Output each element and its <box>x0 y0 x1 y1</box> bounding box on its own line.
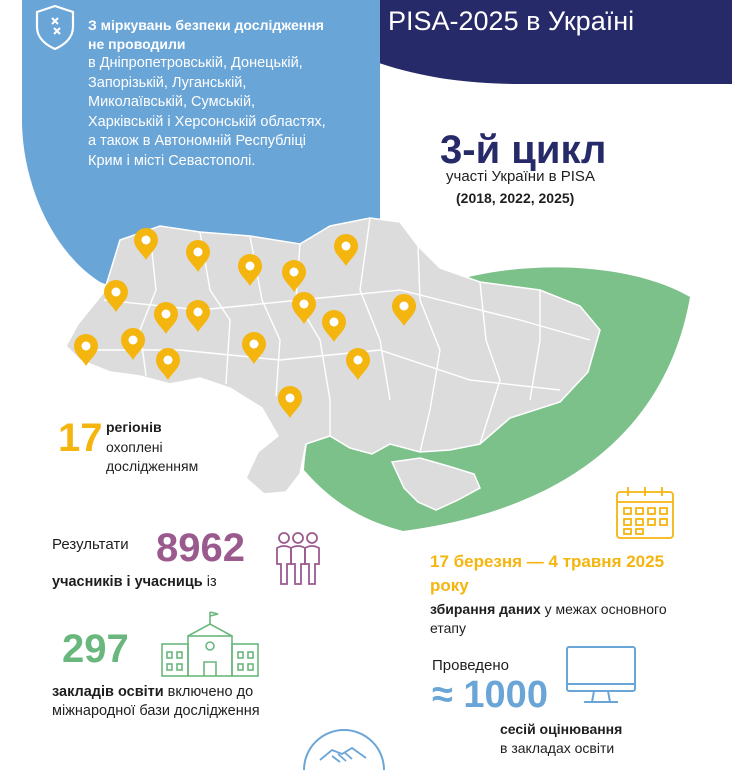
collection-bold: збирання даних <box>430 601 541 617</box>
map-pin-icon <box>186 300 210 332</box>
schools-bold: закладів освіти <box>52 684 164 700</box>
map-pin-icon <box>278 386 302 418</box>
map-pin-icon <box>392 294 416 326</box>
map-pin-icon <box>346 348 370 380</box>
schools-count: 297 <box>62 627 129 671</box>
collection-rest: у межах основного етапу <box>430 601 667 636</box>
participants-text <box>52 574 217 590</box>
sessions-bold: сесій оцінювання <box>500 721 623 737</box>
collection-text <box>430 600 680 638</box>
map-pin-icon <box>292 292 316 324</box>
map-pin-icon <box>334 234 358 266</box>
map-pin-icon <box>242 332 266 364</box>
page-title: PISA-2025 в Україні <box>388 6 635 36</box>
map-pin-icon <box>238 254 262 286</box>
school-building-icon <box>158 608 262 678</box>
map-pin-icon <box>74 334 98 366</box>
map-pin-icon <box>134 228 158 260</box>
map-pin-icon <box>186 240 210 272</box>
schools-rest: включено до міжнародної бази дослідження <box>52 684 260 719</box>
participants-count: 8962 <box>156 526 245 570</box>
people-icon <box>270 530 326 586</box>
cycle-subtitle: участі України в PISA <box>446 168 595 185</box>
collection-dates: 17 березня — 4 травня 2025 року <box>430 552 665 595</box>
participants-rest: із <box>202 574 217 590</box>
participants-bold: учасників і учасниць <box>52 574 203 590</box>
regions-text: охоплені дослідженням <box>106 439 199 474</box>
sessions-text <box>500 720 622 758</box>
sessions-count: ≈ 1000 <box>432 674 548 716</box>
map-pin-icon <box>154 302 178 334</box>
handshake-icon <box>302 716 386 770</box>
sessions-label: Проведено <box>432 657 509 674</box>
map-pin-icon <box>104 280 128 312</box>
sessions-rest: в закладах освіти <box>500 740 615 756</box>
map-pin-icon <box>322 310 346 342</box>
security-notice-body: в Дніпропетровській, Донецькій, Запорізькій, Луганській, Миколаївській, Сумській, Харківській і Херсонській областях, а також в Автономній Республіці Крим і місті Севастополі. <box>88 55 326 169</box>
map-pin-icon <box>121 328 145 360</box>
cycle-number: 3-й цикл <box>440 128 607 172</box>
results-label: Результати <box>52 536 129 553</box>
schools-text <box>52 683 292 721</box>
regions-label: регіонів <box>106 419 162 435</box>
security-notice-title: З міркувань безпеки дослідження не проводили <box>88 17 324 52</box>
map-pin-icon <box>282 260 306 292</box>
map-pin-icon <box>156 348 180 380</box>
cycle-years: (2018, 2022, 2025) <box>456 190 575 206</box>
monitor-icon <box>564 644 638 706</box>
calendar-icon <box>614 484 676 542</box>
regions-count: 17 <box>58 416 103 460</box>
